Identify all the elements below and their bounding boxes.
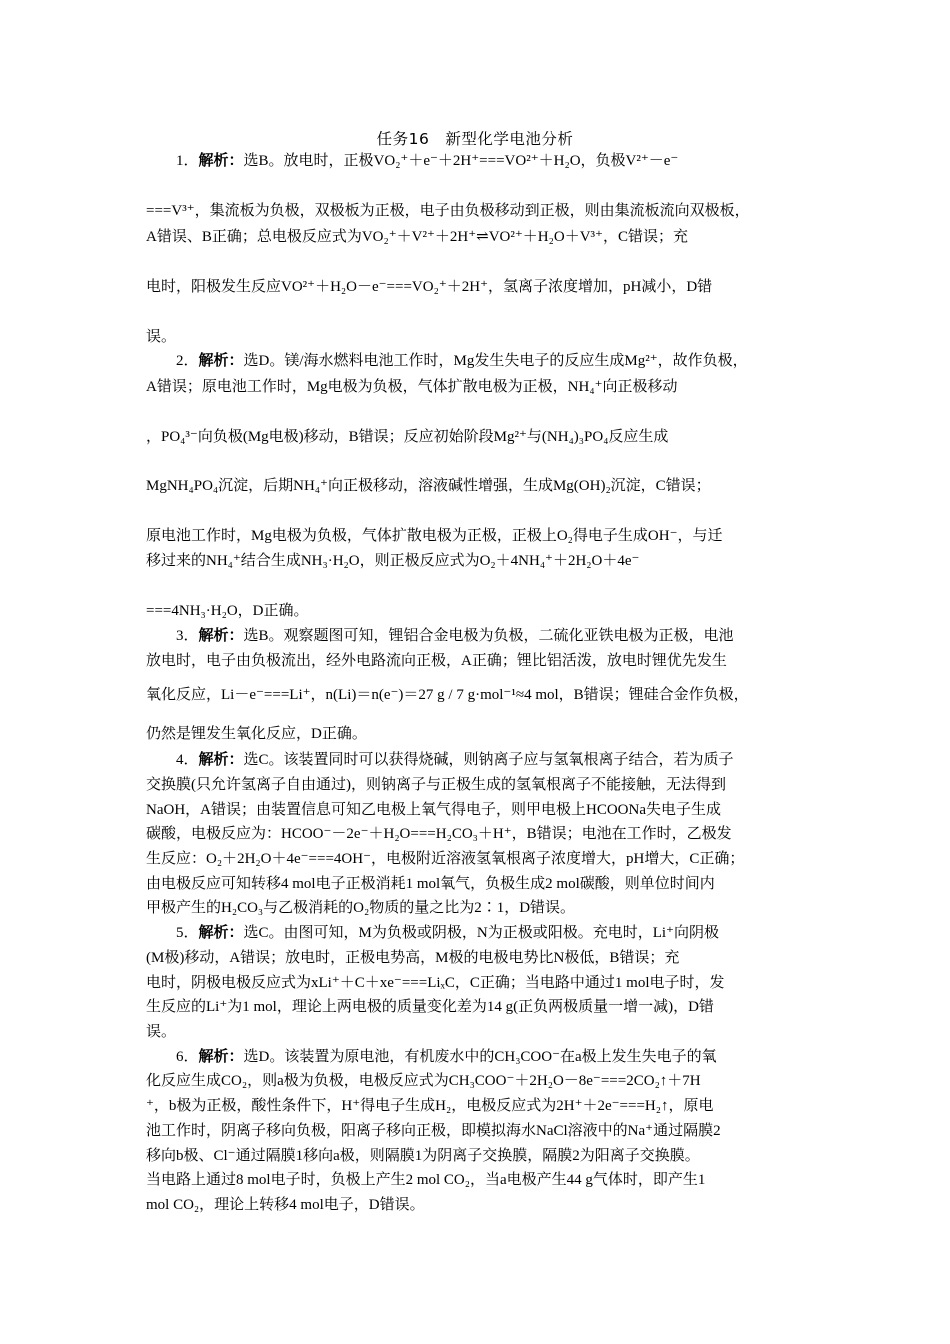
- text-line: [146, 923, 806, 943]
- line-text: 选C。该装置同时可以获得烧碱，则钠离子应与氢氧根离子结合，若为质子: [243, 752, 734, 768]
- text-line: [146, 1071, 806, 1091]
- line-text: ===4NH₃·H₂O，D正确。: [146, 603, 309, 619]
- line-text: 电时，阳极发生反应VO²⁺＋H₂O－e⁻===VO₂⁺＋2H⁺，氢离子浓度增加，pH减小，D错: [146, 279, 713, 295]
- line-text: 碳酸，电极反应为：HCOO⁻－2e⁻＋H₂O===H₂CO₃＋H⁺，B错误；电池在工作时，乙极发: [146, 826, 732, 842]
- text-line: [146, 1121, 806, 1141]
- text-line: [146, 898, 806, 918]
- line-text: 当电路上通过8 mol电子时，负极上产生2 mol CO₂，当a电极产生44 g气体时，即产生1: [146, 1172, 706, 1188]
- line-text: 甲极产生的H₂CO₃与乙极消耗的O₂物质的量之比为2∶1，D错误。: [146, 900, 576, 916]
- line-text: 误。: [146, 329, 177, 345]
- text-line: [146, 973, 806, 993]
- text-line: [146, 526, 806, 546]
- text-line: [146, 775, 806, 795]
- analysis-label: 解析：: [198, 752, 244, 768]
- page-title: 任务16 新型化学电池分析: [376, 130, 574, 148]
- text-line: [146, 151, 806, 171]
- item-number: 2．: [176, 353, 199, 369]
- text-line: [146, 1047, 806, 1067]
- line-text: 生反应的Li⁺为1 mol，理论上两电极的质量变化差为14 g(正负两极质量一增一减)，D错: [146, 999, 714, 1015]
- line-text: 池工作时，阴离子移向负极，阳离子移向正极，即模拟海水NaCl溶液中的Na⁺通过隔膜2: [146, 1123, 721, 1139]
- text-line: [146, 1022, 806, 1042]
- text-line: [146, 849, 806, 869]
- analysis-label: 解析：: [198, 925, 244, 941]
- line-text: 生反应：O₂＋2H₂O＋4e⁻===4OH⁻，电极附近溶液氢氧根离子浓度增大，pH增大，C正确；: [146, 851, 745, 867]
- text-line: [146, 651, 806, 671]
- line-text: A错误；原电池工作时，Mg电极为负极，气体扩散电极为正极，NH₄⁺向正极移动: [146, 379, 678, 395]
- text-line: [146, 685, 806, 705]
- line-text: mol CO₂，理论上转移4 mol电子，D错误。: [146, 1197, 425, 1213]
- text-line: [146, 800, 806, 820]
- text-line: [146, 874, 806, 894]
- line-text: ⁺，b极为正极，酸性条件下，H⁺得电子生成H₂，电极反应式为2H⁺＋2e⁻===H₂↑，原电: [146, 1098, 714, 1114]
- analysis-label: 解析：: [198, 353, 244, 369]
- text-line: [146, 476, 806, 496]
- line-text: ===V³⁺，集流板为负极，双极板为正极，电子由负极移动到正极，则由集流板流向双极板，: [146, 203, 750, 219]
- text-line: [146, 277, 806, 297]
- text-line: [146, 377, 806, 397]
- text-line: [146, 1195, 806, 1215]
- text-line: [146, 327, 806, 347]
- text-line: [146, 351, 806, 371]
- item-number: 1．: [176, 153, 199, 169]
- text-line: [146, 626, 806, 646]
- item-number: 4．: [176, 752, 199, 768]
- item-number: 6．: [176, 1049, 199, 1065]
- line-text: 选D。该装置为原电池，有机废水中的CH₃COO⁻在a极上发生失电子的氧: [243, 1049, 717, 1065]
- line-text: (M极)移动，A错误；放电时，正极电势高，M极的电极电势比N极低，B错误；充: [146, 950, 680, 966]
- line-text: 选D。镁/海水燃料电池工作时，Mg发生失电子的反应生成Mg²⁺，故作负极，: [243, 353, 748, 369]
- text-line: [146, 201, 806, 221]
- text-line: [146, 750, 806, 770]
- text-line: [146, 1146, 806, 1166]
- line-text: 仍然是锂发生氧化反应，D正确。: [146, 726, 367, 742]
- line-text: 交换膜(只允许氢离子自由通过)，则钠离子与正极生成的氢氧根离子不能接触，无法得到: [146, 777, 726, 793]
- text-line: [146, 551, 806, 571]
- text-line: [146, 724, 806, 744]
- line-text: MgNH₄PO₄沉淀，后期NH₄⁺向正极移动，溶液碱性增强，生成Mg(OH)₂沉淀，C错误；: [146, 478, 711, 494]
- text-line: [146, 824, 806, 844]
- text-line: [146, 227, 806, 247]
- line-text: 移过来的NH₄⁺结合生成NH₃·H₂O，则正极反应式为O₂＋4NH₄⁺＋2H₂O＋4e⁻: [146, 553, 640, 569]
- analysis-label: 解析：: [198, 1049, 244, 1065]
- text-line: [146, 997, 806, 1017]
- line-text: 选C。由图可知，M为负极或阴极，N为正极或阳极。充电时，Li⁺向阴极: [243, 925, 719, 941]
- item-number: 3．: [176, 628, 199, 644]
- line-text: A错误、B正确；总电极反应式为VO₂⁺＋V²⁺＋2H⁺⇌VO²⁺＋H₂O＋V³⁺，C错误；充: [146, 229, 688, 245]
- text-line: [146, 1096, 806, 1116]
- line-text: 化反应生成CO₂，则a极为负极，电极反应式为CH₃COO⁻＋2H₂O－8e⁻===2CO₂↑＋7H: [146, 1073, 701, 1089]
- line-text: 电时，阴极电极反应式为xLi⁺＋C＋xe⁻===LiₓC，C正确；当电路中通过1 mol电子时，发: [146, 975, 725, 991]
- text-line: [146, 601, 806, 621]
- line-text: 选B。观察题图可知，锂铝合金电极为负极，二硫化亚铁电极为正极，电池: [243, 628, 734, 644]
- line-text: 放电时，电子由负极流出，经外电路流向正极，A正确；锂比铝活泼，放电时锂优先发生: [146, 653, 727, 669]
- text-line: [146, 948, 806, 968]
- line-text: 氧化反应，Li－e⁻===Li⁺，n(Li)＝n(e⁻)＝27 g / 7 g·mol⁻¹≈4 mol，B错误；锂硅合金作负极，: [146, 687, 749, 703]
- line-text: 移向b极、Cl⁻通过隔膜1移向a极，则隔膜1为阴离子交换膜，隔膜2为阳离子交换膜。: [146, 1148, 700, 1164]
- line-text: ，PO₄³⁻向负极(Mg电极)移动，B错误；反应初始阶段Mg²⁺与(NH₄)₃PO₄反应生成: [146, 429, 669, 445]
- item-number: 5．: [176, 925, 199, 941]
- text-line: [146, 1170, 806, 1190]
- text-line: [146, 427, 806, 447]
- line-text: 选B。放电时，正极VO₂⁺＋e⁻＋2H⁺===VO²⁺＋H₂O，负极V²⁺－e⁻: [243, 153, 679, 169]
- line-text: NaOH，A错误；由装置信息可知乙电极上氧气得电子，则甲电极上HCOONa失电子生成: [146, 802, 721, 818]
- line-text: 原电池工作时，Mg电极为负极，气体扩散电极为正极，正极上O₂得电子生成OH⁻，与迁: [146, 528, 723, 544]
- analysis-label: 解析：: [198, 628, 244, 644]
- analysis-label: 解析：: [198, 153, 244, 169]
- line-text: 由电极反应可知转移4 mol电子正极消耗1 mol氧气，负极生成2 mol碳酸，则单位时间内: [146, 876, 715, 892]
- line-text: 误。: [146, 1024, 177, 1040]
